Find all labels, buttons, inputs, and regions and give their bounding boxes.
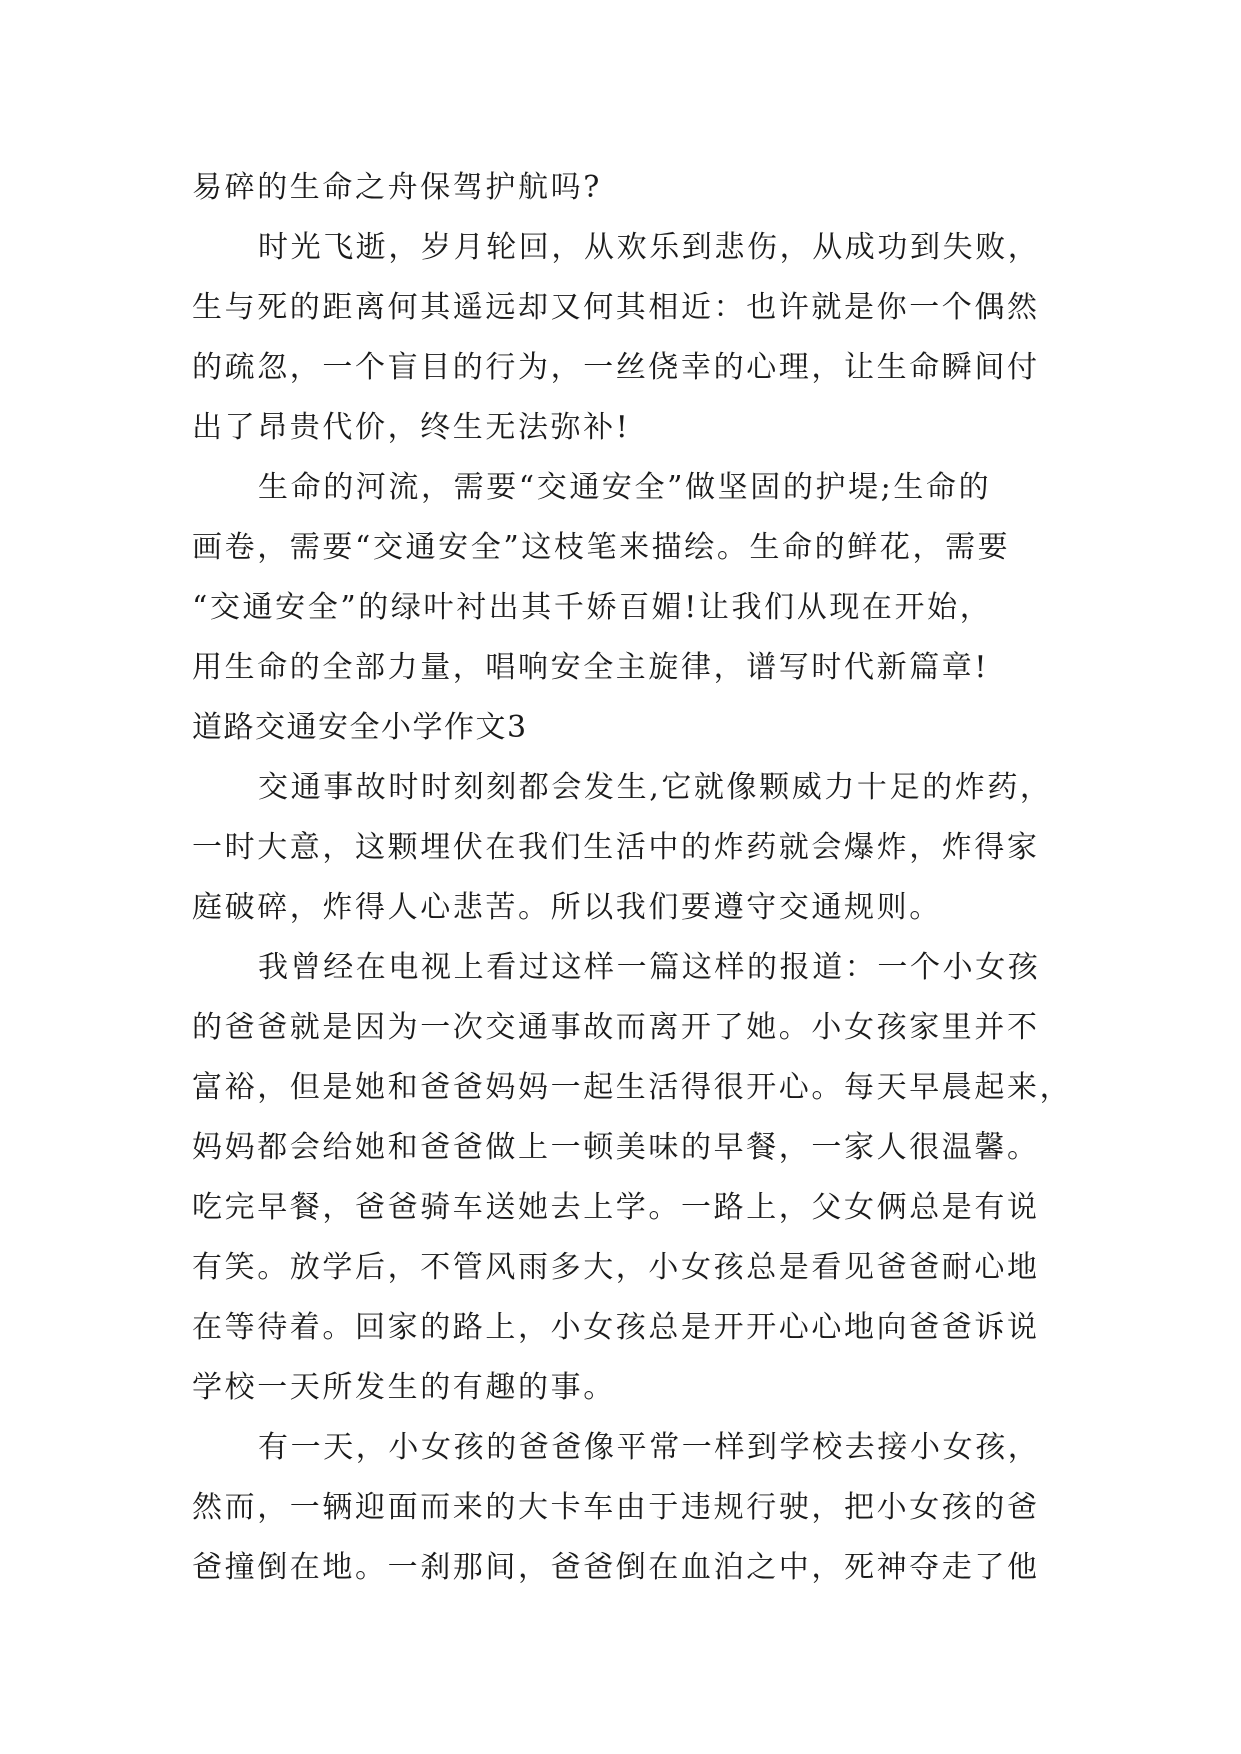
text-line: 然而，一辆迎面而来的大卡车由于违规行驶，把小女孩的爸 bbox=[192, 1490, 1040, 1525]
text-line: 富裕，但是她和爸爸妈妈一起生活得很开心。每天早晨起来， bbox=[192, 1070, 1073, 1105]
text-line: 有笑。放学后，不管风雨多大，小女孩总是看见爸爸耐心地 bbox=[192, 1250, 1040, 1285]
text-line: “交通安全”的绿叶衬出其千娇百媚!让我们从现在开始， bbox=[192, 590, 993, 625]
text-line: 庭破碎，炸得人心悲苦。所以我们要遵守交通规则。 bbox=[192, 890, 942, 925]
paragraph-first-line: 时光飞逝，岁月轮回，从欢乐到悲伤，从成功到失败， bbox=[258, 230, 1041, 265]
paragraph-first-line: 交通事故时时刻刻都会发生,它就像颗威力十足的炸药， bbox=[258, 770, 1053, 805]
text-line: 在等待着。回家的路上，小女孩总是开开心心地向爸爸诉说 bbox=[192, 1310, 1040, 1345]
text-line: 学校一天所发生的有趣的事。 bbox=[192, 1370, 616, 1405]
text-line: 生与死的距离何其遥远却又何其相近：也许就是你一个偶然 bbox=[192, 290, 1040, 325]
text-line: 的爸爸就是因为一次交通事故而离开了她。小女孩家里并不 bbox=[192, 1010, 1040, 1045]
paragraph-first-line: 生命的河流，需要“交通安全”做坚固的护堤;生命的 bbox=[258, 470, 992, 505]
paragraph-first-line: 我曾经在电视上看过这样一篇这样的报道：一个小女孩 bbox=[258, 950, 1041, 985]
text-line: 易碎的生命之舟保驾护航吗? bbox=[192, 170, 602, 205]
text-line: 的疏忽，一个盲目的行为，一丝侥幸的心理，让生命瞬间付 bbox=[192, 350, 1040, 385]
text-line: 吃完早餐，爸爸骑车送她去上学。一路上，父女俩总是有说 bbox=[192, 1190, 1040, 1225]
document-page bbox=[192, 158, 1073, 1598]
text-line: 爸撞倒在地。一刹那间，爸爸倒在血泊之中，死神夺走了他 bbox=[192, 1550, 1040, 1585]
text-line: 一时大意，这颗埋伏在我们生活中的炸药就会爆炸，炸得家 bbox=[192, 830, 1040, 865]
text-line: 妈妈都会给她和爸爸做上一顿美味的早餐，一家人很温馨。 bbox=[192, 1130, 1040, 1165]
section-heading: 道路交通安全小学作文3 bbox=[192, 710, 528, 745]
paragraph-first-line: 有一天，小女孩的爸爸像平常一样到学校去接小女孩， bbox=[258, 1430, 1041, 1465]
text-line: 出了昂贵代价，终生无法弥补! bbox=[192, 410, 631, 445]
text-line: 画卷，需要“交通安全”这枝笔来描绘。生命的鲜花，需要 bbox=[192, 530, 1011, 565]
text-line: 用生命的全部力量，唱响安全主旋律，谱写时代新篇章! bbox=[192, 650, 990, 685]
